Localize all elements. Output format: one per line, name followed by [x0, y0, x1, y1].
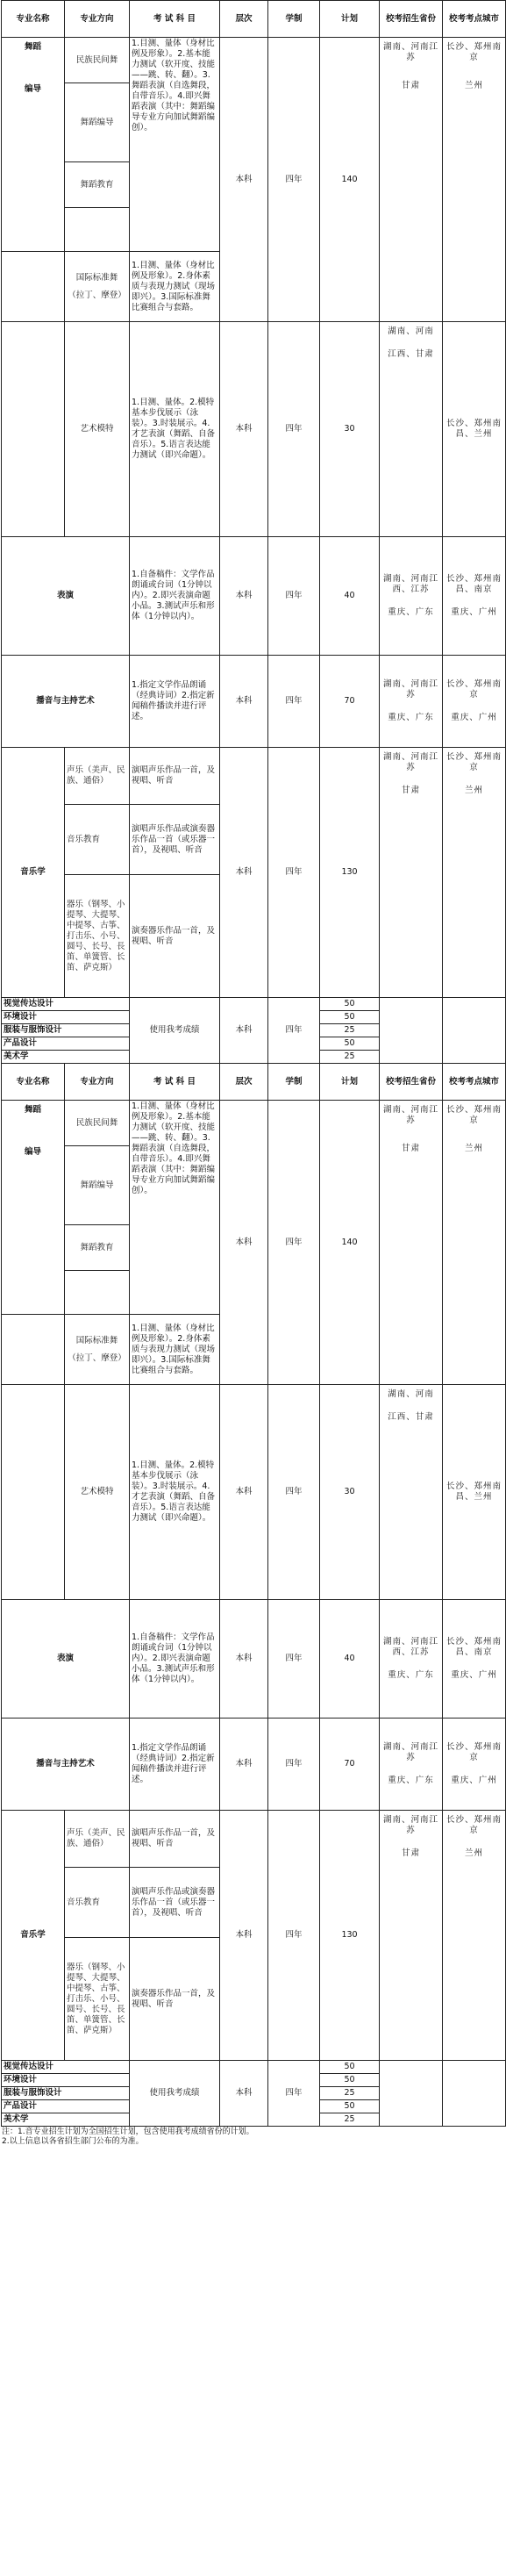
direction-cell: 器乐（钢琴、小提琴、大提琴、中提琴、古筝、打击乐、小号、圆号、长号、長笛、单簧管、长笛、萨克斯） [65, 1938, 130, 2061]
exam-cell: 演唱声乐作品一首，及视唱、听音 [130, 1811, 220, 1868]
footnote-2: 2.以上信息以各省招生部门公布的为准。 [2, 2137, 144, 2146]
province-line: 湖南、河南江苏 [383, 1105, 439, 1125]
header-exam: 考 试 科 目 [130, 1, 220, 38]
table-row [2, 1719, 506, 1811]
table-row [2, 1600, 506, 1719]
exam-cell: 1.目测、量体（身材比例及形象）。2.基本能力测试（软开度、技能——跳、转、翻）。3.舞蹈表演（自选舞段，自带音乐）。4.即兴舞蹈表演（其中：舞蹈编导专业方向加试舞蹈编创）。 [130, 38, 220, 252]
direction-cell [65, 252, 130, 322]
empty-cell [2, 1385, 65, 1600]
plan-cell: 50 [320, 2061, 380, 2074]
major-name-cell: 产品设计 [2, 1037, 130, 1051]
plan-cell: 40 [320, 1600, 380, 1719]
table-row [2, 38, 506, 83]
exam-cell: 1.指定文学作品朗诵（经典诗词）2.指定新闻稿件播读并进行评述。 [130, 656, 220, 748]
level-cell: 本科 [220, 748, 268, 998]
major-name-part: 舞蹈 [24, 42, 41, 52]
major-name-cell: 美术学 [2, 1051, 130, 1064]
plan-cell: 25 [320, 2087, 380, 2100]
table-row [2, 2061, 506, 2074]
plan-cell: 70 [320, 1719, 380, 1811]
table-row [2, 1385, 506, 1600]
exam-cell: 演奏器乐作品一首，及视唱、听音 [130, 875, 220, 998]
plan-cell: 50 [320, 1011, 380, 1024]
province-line: 湖南、河南江苏 [383, 679, 439, 700]
plan-cell: 140 [320, 38, 380, 322]
major-name-cell: 表演 [2, 537, 130, 656]
major-name-cell: 音乐学 [2, 748, 65, 998]
header-direction: 专业方向 [65, 1064, 130, 1101]
city-line: 长沙、郑州南京 [446, 1742, 502, 1762]
level-cell: 本科 [220, 2061, 268, 2127]
province-cell [380, 1811, 443, 2061]
city-line: 重庆、广州 [451, 1776, 497, 1785]
exam-cell: 1.指定文学作品朗诵（经典诗词）2.指定新闻稿件播读并进行评述。 [130, 1719, 220, 1811]
header-plan: 计划 [320, 1, 380, 38]
table-header-row [2, 1064, 506, 1101]
level-cell: 本科 [220, 1101, 268, 1385]
province-line: 湖南、河南江苏 [383, 1742, 439, 1762]
plan-cell: 25 [320, 1051, 380, 1064]
table-header-row [2, 1, 506, 38]
city-line: 长沙、郑州南昌、南京 [446, 574, 502, 594]
exam-cell: 演奏器乐作品一首，及视唱、听音 [130, 1938, 220, 2061]
plan-cell: 70 [320, 656, 380, 748]
province-line: 湖南、河南江苏 [383, 1815, 439, 1835]
direction-cell: 民族民间舞 [65, 38, 130, 83]
exam-cell: 1.自备稿件：文学作品朗诵或台词（1分钟以内）。2.即兴表演命题小品。3.测试声乐和形体（1分钟以内）。 [130, 537, 220, 656]
province-line: 重庆、广东 [388, 1776, 434, 1785]
city-cell [443, 1101, 506, 1385]
exam-cell: 使用我考成绩 [130, 998, 220, 1064]
exam-cell: 演唱声乐作品或演奏器乐作品一首（或乐器一首），及视唱、听音 [130, 805, 220, 875]
city-cell [443, 748, 506, 998]
province-line: 湖南、河南 [388, 326, 434, 336]
major-name-cell: 播音与主持艺术 [2, 656, 130, 748]
province-line: 重庆、广东 [388, 607, 434, 617]
table-row [2, 537, 506, 656]
major-dance-direction-name [2, 38, 65, 252]
exam-cell: 1.目测、量体（身材比例及形象）。2.身体素质与表现力测试（现场即兴）。3.国际标准舞比赛组合与套路。 [130, 1315, 220, 1385]
province-line: 甘肃 [402, 786, 421, 795]
province-cell [380, 656, 443, 748]
city-line: 长沙、郑州南京 [446, 752, 502, 772]
header-system: 学制 [268, 1064, 320, 1101]
plan-cell: 25 [320, 1024, 380, 1037]
province-cell [380, 1101, 443, 1385]
exam-cell: 演唱声乐作品或演奏器乐作品一首（或乐器一首），及视唱、听音 [130, 1868, 220, 1938]
table-row [2, 656, 506, 748]
city-cell [443, 537, 506, 656]
direction-line: （拉丁、摩登） [68, 1353, 126, 1363]
header-direction: 专业方向 [65, 1, 130, 38]
city-line: 重庆、广州 [451, 607, 497, 617]
city-cell [443, 1600, 506, 1719]
city-line: 重庆、广州 [451, 713, 497, 722]
table-row [2, 748, 506, 805]
empty-cell [2, 1315, 65, 1385]
direction-line: （拉丁、摩登） [68, 290, 126, 300]
province-cell [380, 1719, 443, 1811]
direction-cell: 音乐教育 [65, 805, 130, 875]
footnote-1: 注：1.音专业招生计划为全国招生计划，包含使用我考成绩省份的计划。 [2, 2128, 254, 2136]
major-name-part: 编导 [24, 1147, 41, 1157]
city-cell [443, 1811, 506, 2061]
major-name-part: 编导 [24, 84, 41, 94]
city-line: 长沙、郑州南昌、南京 [446, 1637, 502, 1657]
province-cell [380, 1385, 443, 1600]
header-province: 校考招生省份 [380, 1064, 443, 1101]
level-cell: 本科 [220, 656, 268, 748]
system-cell: 四年 [268, 2061, 320, 2127]
system-cell: 四年 [268, 998, 320, 1064]
header-system: 学制 [268, 1, 320, 38]
plan-cell: 30 [320, 322, 380, 537]
empty-cell [443, 998, 506, 1064]
system-cell: 四年 [268, 1719, 320, 1811]
major-name-cell: 环境设计 [2, 1011, 130, 1024]
direction-cell: 器乐（钢琴、小提琴、大提琴、中提琴、古筝、打击乐、小号、圆号、长号、長笛、单簧管、长笛、萨克斯） [65, 875, 130, 998]
direction-cell: 声乐（美声、民族、通俗） [65, 748, 130, 805]
header-major-name: 专业名称 [2, 1064, 65, 1101]
direction-cell: 舞蹈教育 [65, 162, 130, 208]
city-line: 长沙、郑州南京 [446, 1105, 502, 1125]
table-row [2, 998, 506, 1011]
plan-cell: 140 [320, 1101, 380, 1385]
system-cell: 四年 [268, 748, 320, 998]
system-cell: 四年 [268, 656, 320, 748]
major-name-cell: 表演 [2, 1600, 130, 1719]
major-name-cell: 服装与服饰设计 [2, 1024, 130, 1037]
header-major-name: 专业名称 [2, 1, 65, 38]
city-line: 兰州 [465, 1848, 484, 1858]
header-exam: 考 试 科 目 [130, 1064, 220, 1101]
major-name-cell: 美术学 [2, 2113, 130, 2127]
exam-cell: 1.目测、量体。2.模特基本步伐展示（泳装）。3.时装展示。4.才艺表演（舞蹈、自备音乐）。5.语言表达能力测试（即兴命题）。 [130, 322, 220, 537]
level-cell: 本科 [220, 1385, 268, 1600]
level-cell: 本科 [220, 38, 268, 322]
major-name-cell: 环境设计 [2, 2074, 130, 2087]
province-cell [380, 1600, 443, 1719]
header-level: 层次 [220, 1064, 268, 1101]
level-cell: 本科 [220, 998, 268, 1064]
province-line: 湖南、河南 [388, 1389, 434, 1399]
province-cell [380, 537, 443, 656]
city-line: 长沙、郑州南京 [446, 42, 502, 62]
city-line: 兰州 [465, 81, 484, 90]
exam-cell: 1.目测、量体（身材比例及形象）。2.身体素质与表现力测试（现场即兴）。3.国际标准舞比赛组合与套路。 [130, 252, 220, 322]
city-line: 长沙、郑州南京 [446, 679, 502, 700]
system-cell: 四年 [268, 1600, 320, 1719]
plan-cell: 30 [320, 1385, 380, 1600]
level-cell: 本科 [220, 537, 268, 656]
plan-cell: 25 [320, 2113, 380, 2127]
plan-cell: 50 [320, 998, 380, 1011]
city-line: 兰州 [465, 786, 484, 795]
province-cell [380, 322, 443, 537]
province-line: 江西、甘肃 [388, 1412, 434, 1422]
direction-cell [65, 1315, 130, 1385]
system-cell: 四年 [268, 1385, 320, 1600]
empty-cell [380, 998, 443, 1064]
empty-cell [380, 2061, 443, 2127]
city-cell [443, 38, 506, 322]
city-cell [443, 656, 506, 748]
system-cell: 四年 [268, 38, 320, 322]
direction-cell: 舞蹈教育 [65, 1225, 130, 1271]
system-cell: 四年 [268, 537, 320, 656]
province-line: 湖南、河南江苏 [383, 42, 439, 62]
exam-cell: 1.目测、量体（身材比例及形象）。2.基本能力测试（软开度、技能——跳、转、翻）。3.舞蹈表演（自选舞段，自带音乐）。4.即兴舞蹈表演（其中：舞蹈编导专业方向加试舞蹈编创）。 [130, 1101, 220, 1315]
header-level: 层次 [220, 1, 268, 38]
major-dance-direction-name [2, 1101, 65, 1315]
plan-cell: 40 [320, 537, 380, 656]
direction-cell: 舞蹈编导 [65, 83, 130, 162]
level-cell: 本科 [220, 1600, 268, 1719]
plan-cell: 130 [320, 1811, 380, 2061]
major-name-cell: 视觉传达设计 [2, 2061, 130, 2074]
province-line: 湖南、河南江西、江苏 [383, 1637, 439, 1657]
system-cell: 四年 [268, 1101, 320, 1385]
plan-cell: 130 [320, 748, 380, 998]
exam-cell: 1.目测、量体。2.模特基本步伐展示（泳装）。3.时装展示。4.才艺表演（舞蹈、自备音乐）。5.语言表达能力测试（即兴命题）。 [130, 1385, 220, 1600]
major-name-cell: 音乐学 [2, 1811, 65, 2061]
major-name-part: 舞蹈 [24, 1105, 41, 1115]
header-city: 校考考点城市 [443, 1, 506, 38]
city-line: 长沙、郑州南京 [446, 1815, 502, 1835]
province-cell [380, 38, 443, 322]
empty-cell [443, 2061, 506, 2127]
level-cell: 本科 [220, 1811, 268, 2061]
header-city: 校考考点城市 [443, 1064, 506, 1101]
province-line: 甘肃 [402, 1848, 421, 1858]
plan-cell: 50 [320, 1037, 380, 1051]
city-cell: 长沙、郑州南昌、兰州 [443, 322, 506, 537]
province-line: 重庆、广东 [388, 713, 434, 722]
admissions-table [1, 0, 506, 2127]
table-row [2, 1101, 506, 1146]
table-row [2, 322, 506, 537]
plan-cell: 50 [320, 2074, 380, 2087]
system-cell: 四年 [268, 322, 320, 537]
direction-cell: 民族民间舞 [65, 1101, 130, 1146]
major-name-cell: 产品设计 [2, 2100, 130, 2113]
exam-cell: 使用我考成绩 [130, 2061, 220, 2127]
direction-cell: 声乐（美声、民族、通俗） [65, 1811, 130, 1868]
province-cell [380, 748, 443, 998]
major-name-cell: 服装与服饰设计 [2, 2087, 130, 2100]
major-name-cell: 视觉传达设计 [2, 998, 130, 1011]
direction-cell: 艺术模特 [65, 322, 130, 537]
direction-cell: 艺术模特 [65, 1385, 130, 1600]
province-line: 湖南、河南江西、江苏 [383, 574, 439, 594]
province-line: 湖南、河南江苏 [383, 752, 439, 772]
province-line: 甘肃 [402, 81, 421, 90]
province-line: 江西、甘肃 [388, 349, 434, 359]
direction-line: 国际标准舞 [75, 1335, 118, 1345]
plan-cell: 50 [320, 2100, 380, 2113]
exam-cell: 1.自备稿件：文学作品朗诵或台词（1分钟以内）。2.即兴表演命题小品。3.测试声乐和形体（1分钟以内）。 [130, 1600, 220, 1719]
header-province: 校考招生省份 [380, 1, 443, 38]
table-row [2, 1811, 506, 1868]
city-cell [443, 1719, 506, 1811]
direction-cell: 音乐教育 [65, 1868, 130, 1938]
city-line: 兰州 [465, 1144, 484, 1153]
city-cell: 长沙、郑州南昌、兰州 [443, 1385, 506, 1600]
level-cell: 本科 [220, 1719, 268, 1811]
major-name-cell: 播音与主持艺术 [2, 1719, 130, 1811]
exam-cell: 演唱声乐作品一首，及视唱、听音 [130, 748, 220, 805]
footnotes [0, 2127, 506, 2148]
empty-cell [2, 252, 65, 322]
header-plan: 计划 [320, 1064, 380, 1101]
empty-cell [2, 322, 65, 537]
direction-cell: 舞蹈编导 [65, 1146, 130, 1225]
province-line: 重庆、广东 [388, 1670, 434, 1680]
system-cell: 四年 [268, 1811, 320, 2061]
province-line: 甘肃 [402, 1144, 421, 1153]
level-cell: 本科 [220, 322, 268, 537]
city-line: 重庆、广州 [451, 1670, 497, 1680]
direction-line: 国际标准舞 [75, 272, 118, 283]
